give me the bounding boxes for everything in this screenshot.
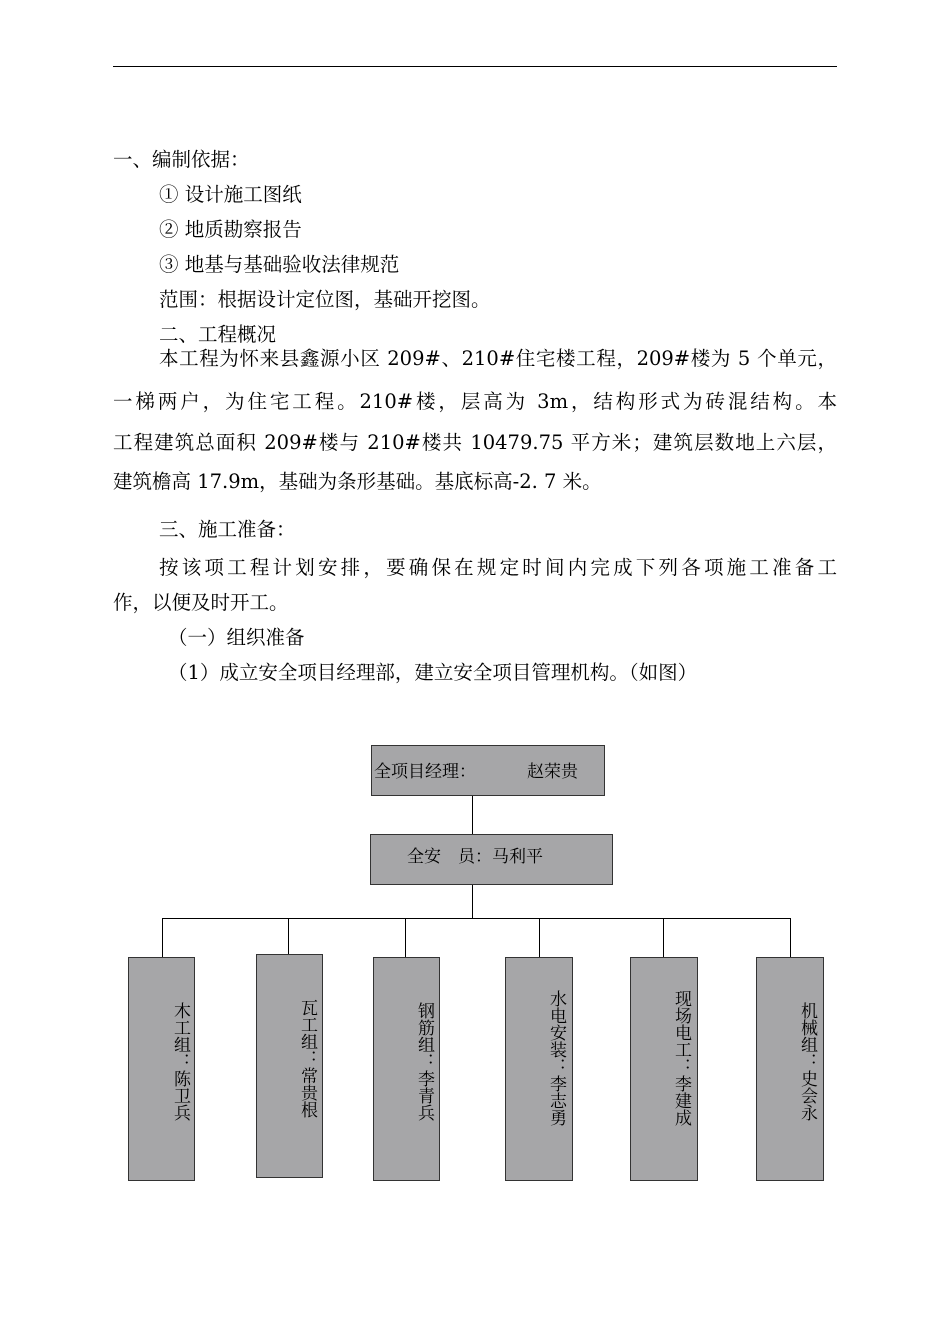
sub-item-1: （1）成立安全项目经理部，建立安全项目管理机构。（如图）: [168, 661, 698, 684]
manager-label: 全项目经理：: [374, 762, 476, 782]
group-box-machinery: [756, 957, 824, 1181]
connector-bus: [162, 918, 790, 919]
safety-officer-label: 全安 员：马利平: [407, 847, 543, 867]
overview-line-4: 建筑檐高 17.9m，基础为条形基础。基底标高-2. 7 米。: [113, 470, 602, 493]
group-label-plumbing-electrical: 水电安装：李志勇: [546, 990, 566, 1126]
group-label-rebar: 钢筋组：李青兵: [414, 1002, 434, 1121]
connector-group-6: [790, 918, 791, 958]
group-label-masonry: 瓦工组：常贵根: [297, 999, 317, 1118]
connector-manager-safety: [472, 796, 473, 834]
section-3-heading: 三、施工准备：: [159, 518, 296, 541]
overview-line-2: 一梯两户，为住宅工程。210#楼，层高为 3m，结构形式为砖混结构。本: [113, 390, 837, 413]
group-label-carpentry: 木工组：陈卫兵: [170, 1002, 190, 1121]
scope-line: 范围：根据设计定位图，基础开挖图。: [159, 288, 491, 311]
connector-group-5: [663, 918, 664, 958]
manager-box: [371, 745, 605, 796]
connector-group-1: [162, 918, 163, 958]
group-box-carpentry: [128, 957, 195, 1181]
section-2-heading: 二、工程概况: [159, 323, 277, 346]
group-box-masonry: [256, 954, 323, 1178]
basis-item-1: ① 设计施工图纸: [159, 183, 302, 206]
prep-line-2: 作，以便及时开工。: [113, 591, 289, 614]
sub-heading-organization: （一）组织准备: [168, 626, 305, 649]
group-box-site-electrician: [630, 957, 698, 1181]
prep-line-1: 按该项工程计划安排，要确保在规定时间内完成下列各项施工准备工: [159, 556, 837, 579]
group-label-site-electrician: 现场电工：李建成: [671, 990, 691, 1126]
overview-line-1: 本工程为怀来县鑫源小区 209#、210#住宅楼工程，209#楼为 5 个单元，: [159, 347, 837, 370]
group-label-machinery: 机械组：史会永: [797, 1002, 817, 1121]
basis-item-3: ③ 地基与基础验收法律规范: [159, 253, 400, 276]
basis-item-2: ② 地质勘察报告: [159, 218, 302, 241]
connector-safety-bus: [472, 885, 473, 918]
connector-group-3: [405, 918, 406, 958]
connector-group-4: [539, 918, 540, 958]
group-box-rebar: [373, 957, 440, 1181]
group-box-plumbing-electrical: [505, 957, 573, 1181]
header-rule: [113, 66, 837, 67]
connector-group-2: [288, 918, 289, 955]
safety-officer-box: [370, 834, 613, 885]
overview-line-3: 工程建筑总面积 209#楼与 210#楼共 10479.75 平方米；建筑层数地上六层，: [113, 431, 837, 454]
section-1-heading: 一、编制依据：: [113, 148, 250, 171]
manager-name: 赵荣贵: [527, 762, 578, 782]
